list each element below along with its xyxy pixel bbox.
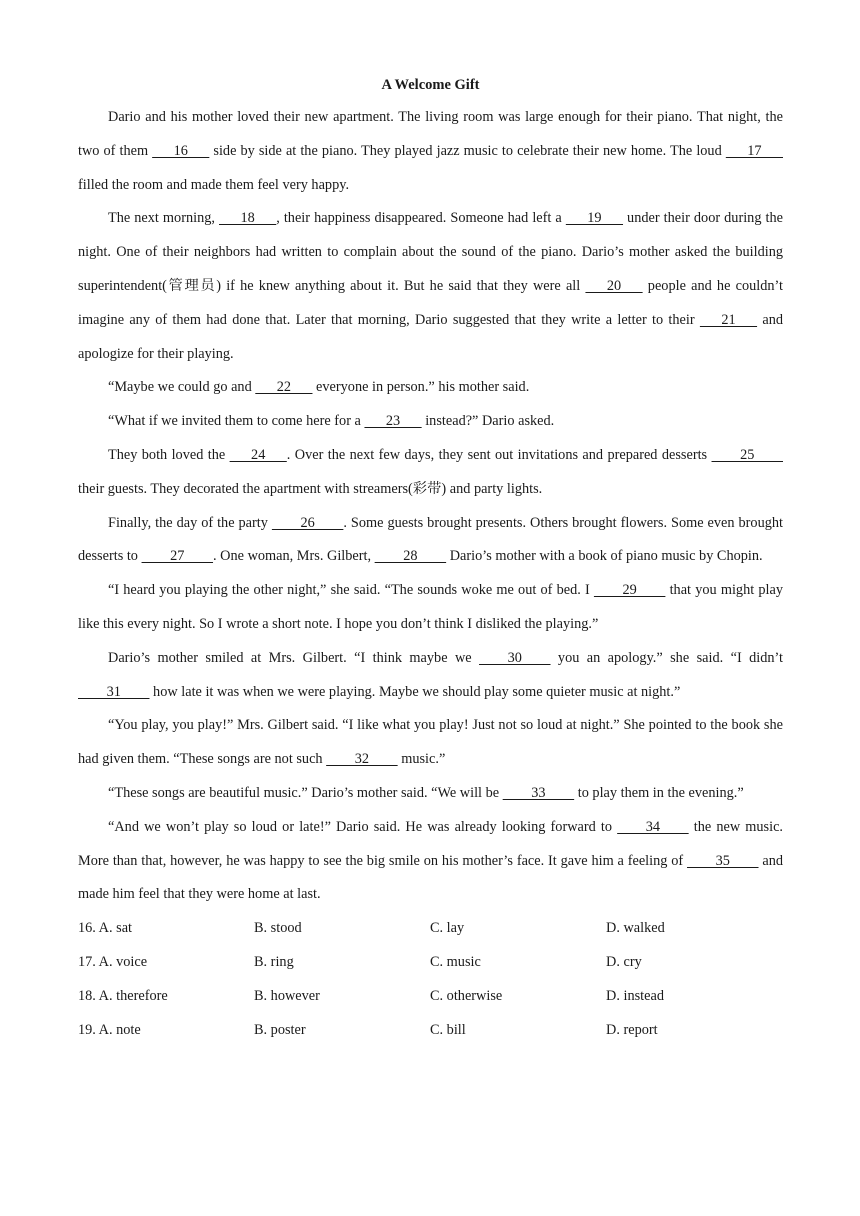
passage-text: They both loved the (108, 446, 230, 463)
option-choice: D. instead (606, 987, 664, 1004)
answer-blank: 31 (78, 683, 150, 700)
passage-text: everyone in person.” his mother said. (312, 379, 530, 396)
answer-blank: 17 (725, 142, 783, 159)
option-choice: B. stood (254, 920, 302, 937)
answer-blank: 34 (617, 818, 689, 835)
option-choice: C. lay (430, 920, 465, 937)
passage-text: “What if we invited them to come here for a (108, 413, 365, 430)
passage-text: under their door during the night. One of their neighbors had written to complain about the sound of the piano. Dario’s mother asked the building superintendent(管理员) if he knew anything about it. But he said that they were all (78, 210, 783, 294)
option-choice: D. cry (606, 953, 642, 970)
passage-text: . Some guests brought presents. Others brought flowers. Some even brought desserts to (78, 514, 783, 565)
option-row (78, 980, 783, 1014)
answer-blank: 21 (699, 311, 758, 328)
passage-paragraph (78, 642, 783, 710)
passage-text: people and he couldn’t imagine any of them had done that. Later that morning, Dario suggested that they write a letter to their (78, 277, 783, 328)
answer-blank: 30 (479, 649, 551, 666)
option-choice: 17. A. voice (78, 953, 148, 970)
passage-text: that you might play like this every night. So I wrote a short note. I hope you don’t think I disliked the playing.” (78, 582, 783, 632)
option-choice: 19. A. note (78, 1021, 141, 1038)
passage-text: Finally, the day of the party (108, 514, 272, 531)
document-page (78, 72, 783, 1047)
passage-text: The next morning, (108, 210, 220, 227)
passage-paragraph (78, 507, 783, 575)
option-choice: D. walked (606, 920, 665, 937)
passage-text: Dario’s mother with a book of piano music by Chopin. (446, 548, 763, 565)
option-choice: 18. A. therefore (78, 987, 168, 1004)
passage-paragraph (78, 811, 783, 912)
passage-title: A Welcome Gift (381, 77, 480, 93)
option-row (78, 946, 783, 980)
passage-text: “These songs are beautiful music.” Dario’s mother said. “We will be (108, 784, 503, 801)
passage-text: , their happiness disappeared. Someone had left a (276, 210, 566, 227)
answer-blank: 22 (255, 379, 313, 396)
option-choice: D. report (606, 1021, 658, 1038)
passage-paragraph (78, 574, 783, 642)
passage-text: . One woman, Mrs. Gilbert, (213, 548, 375, 565)
passage-text: you an apology.” she said. “I didn’t (550, 649, 783, 666)
answer-blank: 35 (687, 852, 759, 869)
option-choice: C. music (430, 953, 481, 970)
passage-paragraph (78, 439, 783, 507)
passage-text: “Maybe we could go and (108, 379, 256, 396)
option-row (78, 1014, 783, 1048)
passage-paragraph (78, 202, 783, 371)
option-choice: B. poster (254, 1021, 306, 1038)
passage-paragraph (78, 709, 783, 777)
answer-blank: 16 (152, 142, 210, 159)
passage-text: to play them in the evening.” (574, 784, 744, 801)
option-row (78, 912, 783, 946)
option-choice: C. bill (430, 1021, 466, 1038)
passage-text: and apologize for their playing. (78, 311, 783, 362)
passage-text: Dario and his mother loved their new apartment. The living room was large enough for their piano. That night, the two of them (78, 109, 783, 159)
answer-blank: 19 (565, 210, 624, 227)
answer-blank: 29 (593, 582, 666, 599)
passage-paragraph (78, 777, 783, 811)
option-choice: B. ring (254, 953, 294, 970)
passage-text: and made him feel that they were home at last. (78, 852, 784, 903)
passage-paragraph (78, 405, 783, 439)
passage-text: “You play, you play!” Mrs. Gilbert said. “I like what you play! Just not so loud at night.” She pointed to the book she had given them. “These songs are not such (78, 717, 783, 768)
passage-text: how late it was when we were playing. Maybe we should play some quieter music at night.” (149, 683, 681, 700)
answer-blank: 27 (141, 548, 214, 565)
passage-text: instead?” Dario asked. (421, 413, 555, 430)
passage-text: . Over the next few days, they sent out invitations and prepared desserts (286, 446, 712, 463)
option-choice: 16. A. sat (78, 920, 133, 937)
option-choice: C. otherwise (430, 987, 503, 1004)
answer-options (78, 912, 783, 1047)
passage-text: Dario’s mother smiled at Mrs. Gilbert. “I think maybe we (108, 649, 480, 666)
answer-blank: 28 (374, 548, 447, 565)
passage-body (78, 101, 783, 912)
passage-text: music.” (397, 751, 446, 768)
answer-blank: 18 (219, 210, 277, 227)
answer-blank: 26 (271, 514, 344, 531)
answer-blank: 20 (585, 277, 643, 294)
passage-paragraph (78, 371, 783, 405)
answer-blank: 23 (364, 413, 422, 430)
answer-blank: 33 (502, 784, 575, 801)
answer-blank: 32 (326, 751, 398, 768)
passage-text: filled the room and made them feel very happy. (78, 176, 350, 193)
answer-blank: 24 (229, 446, 287, 463)
option-choice: B. however (254, 987, 320, 1004)
passage-text: the new music. More than that, however, he was happy to see the big smile on his mother’s face. It gave him a feeling of (78, 818, 783, 869)
passage-text: their guests. They decorated the apartment with streamers(彩带) and party lights. (78, 480, 543, 497)
passage-paragraph (78, 101, 783, 202)
answer-blank: 25 (711, 446, 783, 463)
passage-text: “And we won’t play so loud or late!” Dario said. He was already looking forward to (108, 818, 618, 835)
passage-text: side by side at the piano. They played jazz music to celebrate their new home. The loud (209, 142, 726, 159)
passage-text: “I heard you playing the other night,” she said. “The sounds woke me out of bed. I (108, 582, 594, 599)
